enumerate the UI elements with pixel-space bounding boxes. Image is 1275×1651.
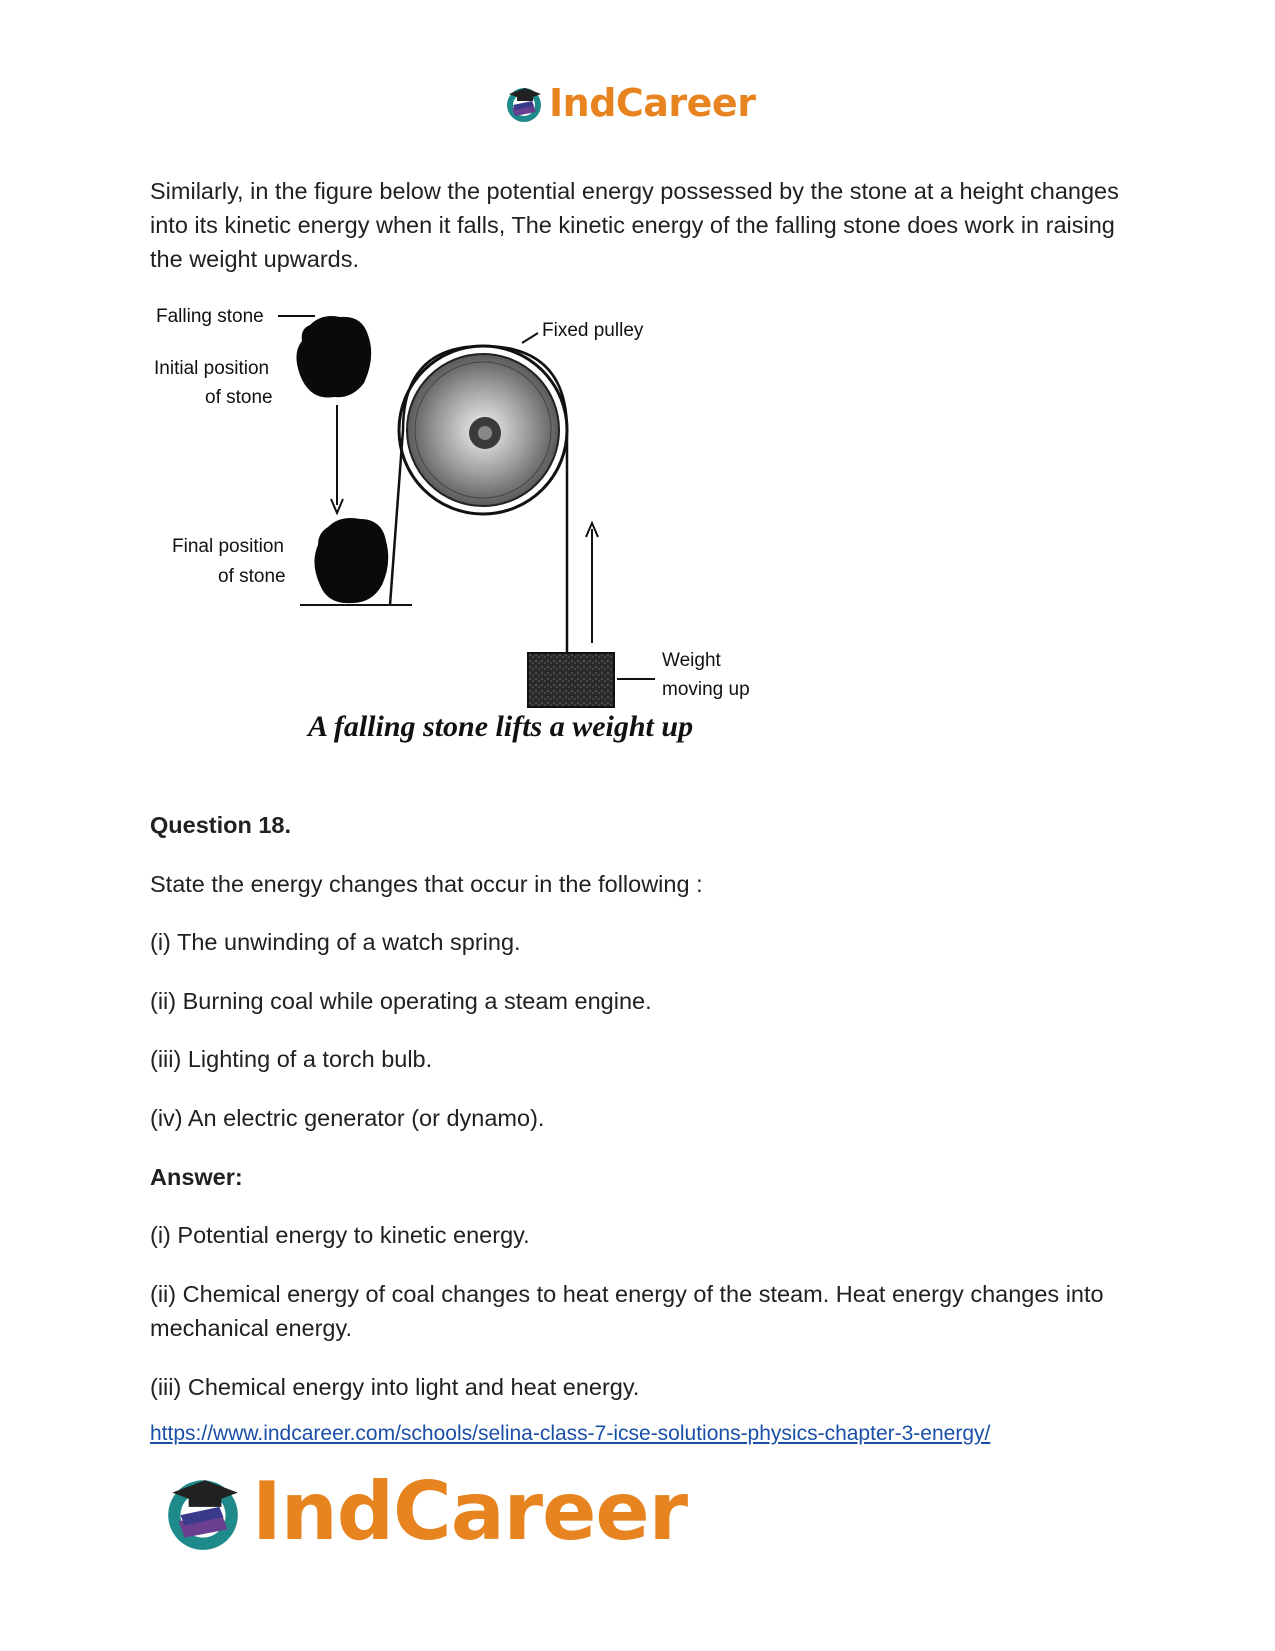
footer-logo	[160, 1466, 687, 1556]
label-final-position: Final position	[172, 536, 284, 557]
brand-name: IndCareer	[549, 81, 756, 125]
brand-name: IndCareer	[252, 1464, 688, 1558]
label-initial-of-stone: of stone	[205, 387, 273, 408]
question-item: (ii) Burning coal while operating a steam engine.	[150, 988, 652, 1014]
answer-item: (i) Potential energy to kinetic energy.	[150, 1222, 530, 1248]
label-final-of-stone: of stone	[218, 566, 286, 587]
label-initial-position: Initial position	[154, 358, 270, 379]
graduation-cap-icon	[160, 1468, 246, 1554]
label-weight: Weight	[662, 650, 721, 671]
answer-item: (ii) Chemical energy of coal changes to heat energy of the steam. Heat energy changes into mechanical energy.	[150, 1281, 1104, 1341]
initial-stone	[296, 316, 371, 398]
graduation-cap-icon	[503, 82, 545, 124]
answer-title: Answer:	[150, 1164, 243, 1190]
label-moving-up: moving up	[662, 679, 750, 700]
up-arrow	[586, 523, 598, 643]
intro-paragraph: Similarly, in the figure below the potential energy possessed by the stone at a height changes into its kinetic energy when it falls, The kinetic energy of the falling stone does work in raising the weight upwards.	[150, 178, 1119, 272]
question-item: (i) The unwinding of a watch spring.	[150, 929, 521, 955]
fixed-pulley	[399, 346, 567, 514]
down-arrow	[331, 405, 343, 513]
question-prompt: State the energy changes that occur in the following :	[150, 871, 703, 897]
label-falling-stone: Falling stone	[156, 306, 264, 327]
question-title: Question 18.	[150, 812, 292, 838]
answer-item: (iii) Chemical energy into light and heat energy.	[150, 1374, 640, 1400]
final-stone	[314, 518, 388, 603]
question-item: (iii) Lighting of a torch bulb.	[150, 1046, 433, 1072]
source-link[interactable]: https://www.indcareer.com/schools/selina-class-7-icse-solutions-physics-chapter-3-energy/	[150, 1422, 991, 1445]
question-item: (iv) An electric generator (or dynamo).	[150, 1105, 545, 1131]
weight-block	[528, 653, 614, 707]
pulley-figure	[150, 305, 790, 785]
label-fixed-pulley: Fixed pulley	[542, 320, 644, 341]
header-logo	[503, 80, 755, 126]
figure-caption: A falling stone lifts a weight up	[308, 710, 694, 743]
